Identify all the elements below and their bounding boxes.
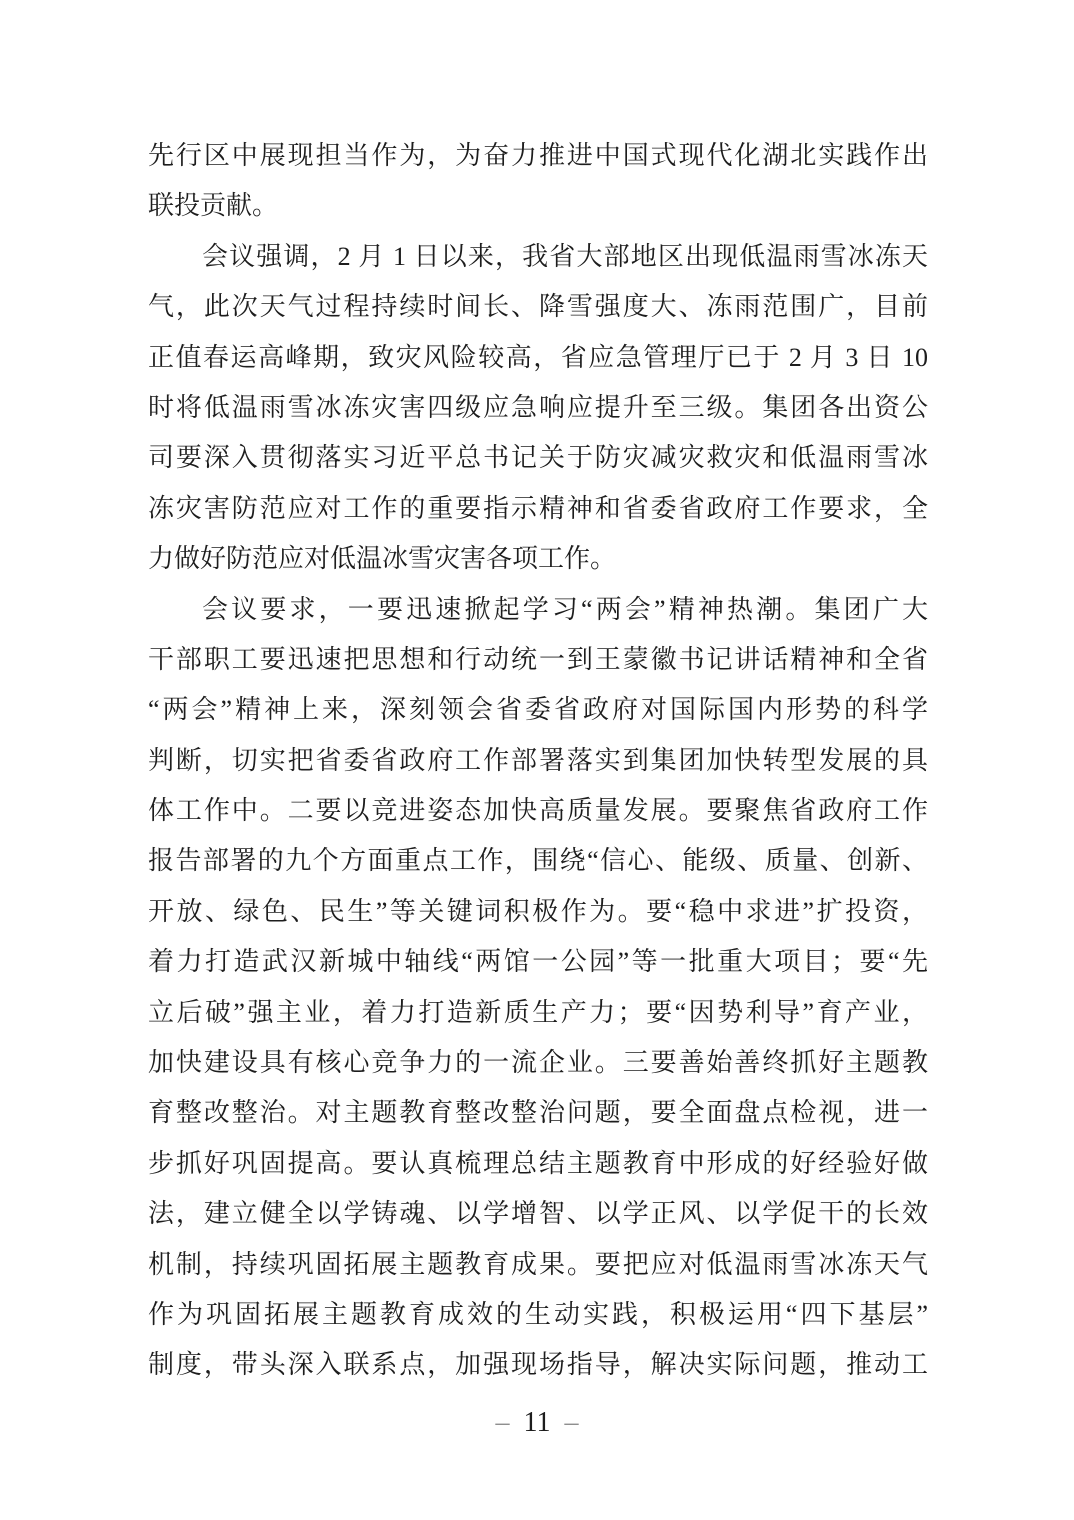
text-line: 正值春运高峰期，致灾风险较高，省应急管理厅已于 2 月 3 日 10: [148, 342, 928, 372]
text-line: 机制，持续巩固拓展主题教育成果。要把应对低温雨雪冰冻天气: [148, 1249, 928, 1279]
text-line: 时将低温雨雪冰冻灾害四级应急响应提升至三级。集团各出资公: [148, 392, 928, 422]
text-block: [148, 131, 928, 1391]
text-line: 育整改整治。对主题教育整改整治问题，要全面盘点检视，进一: [148, 1098, 928, 1128]
text-line: 力做好防范应对低温冰雪灾害各项工作。: [148, 544, 617, 574]
text-line: 司要深入贯彻落实习近平总书记关于防灾减灾救灾和低温雨雪冰: [148, 443, 928, 473]
text-line: 报告部署的九个方面重点工作，围绕“信心、能级、质量、创新、: [148, 846, 928, 876]
page-number-dash-right: –: [564, 1407, 579, 1438]
text-line: “两会”精神上来，深刻领会省委省政府对国际国内形势的科学: [148, 695, 928, 725]
text-line: 联投贡献。: [148, 191, 279, 221]
text-line: 会议要求，一要迅速掀起学习“两会”精神热潮。集团广大: [202, 594, 928, 624]
text-line: 判断，切实把省委省政府工作部署落实到集团加快转型发展的具: [148, 745, 928, 775]
paragraph: [148, 131, 928, 232]
text-line: 冻灾害防范应对工作的重要指示精神和省委省政府工作要求，全: [148, 493, 928, 523]
page-number-value: 11: [523, 1407, 551, 1438]
text-line: 气，此次天气过程持续时间长、降雪强度大、冻雨范围广，目前: [148, 292, 928, 322]
text-line: 作为巩固拓展主题教育成效的生动实践，积极运用“四下基层”: [148, 1299, 928, 1329]
text-line: 加快建设具有核心竞争力的一流企业。三要善始善终抓好主题教: [148, 1048, 928, 1078]
page-number-dash-left: –: [495, 1407, 510, 1438]
text-line: 步抓好巩固提高。要认真梳理总结主题教育中形成的好经验好做: [148, 1148, 928, 1178]
text-line: 立后破”强主业，着力打造新质生产力；要“因势利导”育产业，: [148, 997, 928, 1027]
paragraph: [148, 585, 928, 1391]
text-line: 干部职工要迅速把思想和行动统一到王蒙徽书记讲话精神和全省: [148, 644, 928, 674]
text-line: 开放、绿色、民生”等关键词积极作为。要“稳中求进”扩投资，: [148, 896, 928, 926]
page-number: [0, 1398, 1074, 1448]
text-line: 先行区中展现担当作为，为奋力推进中国式现代化湖北实践作出: [148, 141, 928, 170]
text-line: 着力打造武汉新城中轴线“两馆一公园”等一批重大项目；要“先: [148, 947, 928, 977]
paragraph: [148, 232, 928, 585]
text-line: 会议强调，2 月 1 日以来，我省大部地区出现低温雨雪冰冻天: [202, 241, 928, 271]
text-line: 法，建立健全以学铸魂、以学增智、以学正风、以学促干的长效: [148, 1199, 928, 1229]
text-line: 制度，带头深入联系点，加强现场指导，解决实际问题，推动工: [148, 1350, 928, 1380]
text-line: 体工作中。二要以竞进姿态加快高质量发展。要聚焦省政府工作: [148, 796, 928, 826]
